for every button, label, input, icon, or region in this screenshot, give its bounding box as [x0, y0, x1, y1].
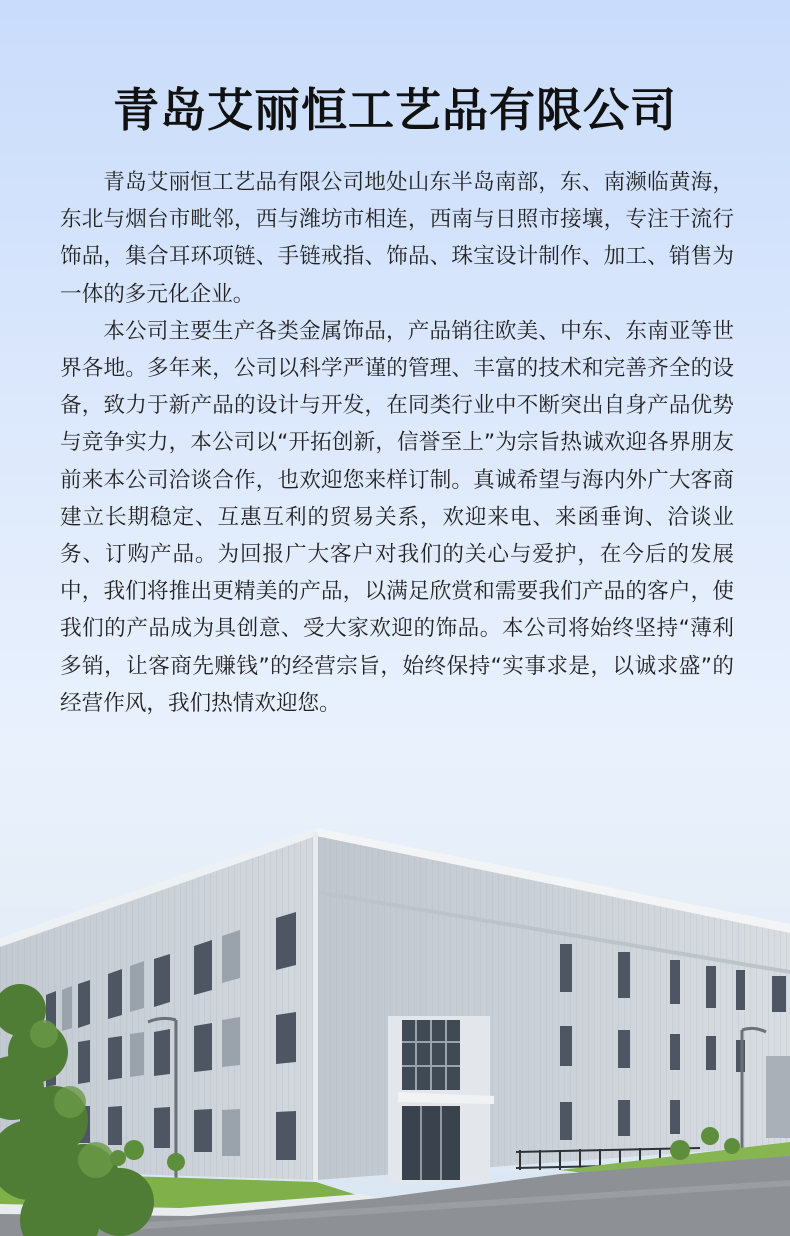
intro-text	[60, 164, 734, 722]
intro-paragraph-1: 青岛艾丽恒工艺品有限公司地处山东半岛南部，东、南濒临黄海，东北与烟台市毗邻，西与潍坊市相连，西南与日照市接壤，专注于流行饰品，集合耳环项链、手链戒指、饰品、珠宝设计制作、加工、销售为一体的多元化企业。	[60, 170, 734, 307]
page-title: 青岛艾丽恒工艺品有限公司	[113, 83, 677, 137]
factory-building-photo	[0, 820, 790, 1236]
intro-paragraph-2: 本公司主要生产各类金属饰品，产品销往欧美、中东、东南亚等世界各地。多年来，公司以科学严谨的管理、丰富的技术和完善齐全的设备，致力于新产品的设计与开发，在同类行业中不断突出自身产品优势与竞争实力，本公司以“开拓创新，信誉至上”为宗旨热诚欢迎各界朋友前来本公司洽谈合作，也欢迎您来样订制。真诚希望与海内外广大客商建立长期稳定、互惠互利的贸易关系，欢迎来电、来函垂询、洽谈业务、订购产品。为回报广大客户对我们的关心与爱护，在今后的发展中，我们将推出更精美的产品，以满足欣赏和需要我们产品的客户，使我们的产品成为具创意、受大家欢迎的饰品。本公司将始终坚持“薄利多销，让客商先赚钱”的经营宗旨，始终保持“实事求是，以诚求盛”的经营作风，我们热情欢迎您。	[60, 318, 734, 716]
